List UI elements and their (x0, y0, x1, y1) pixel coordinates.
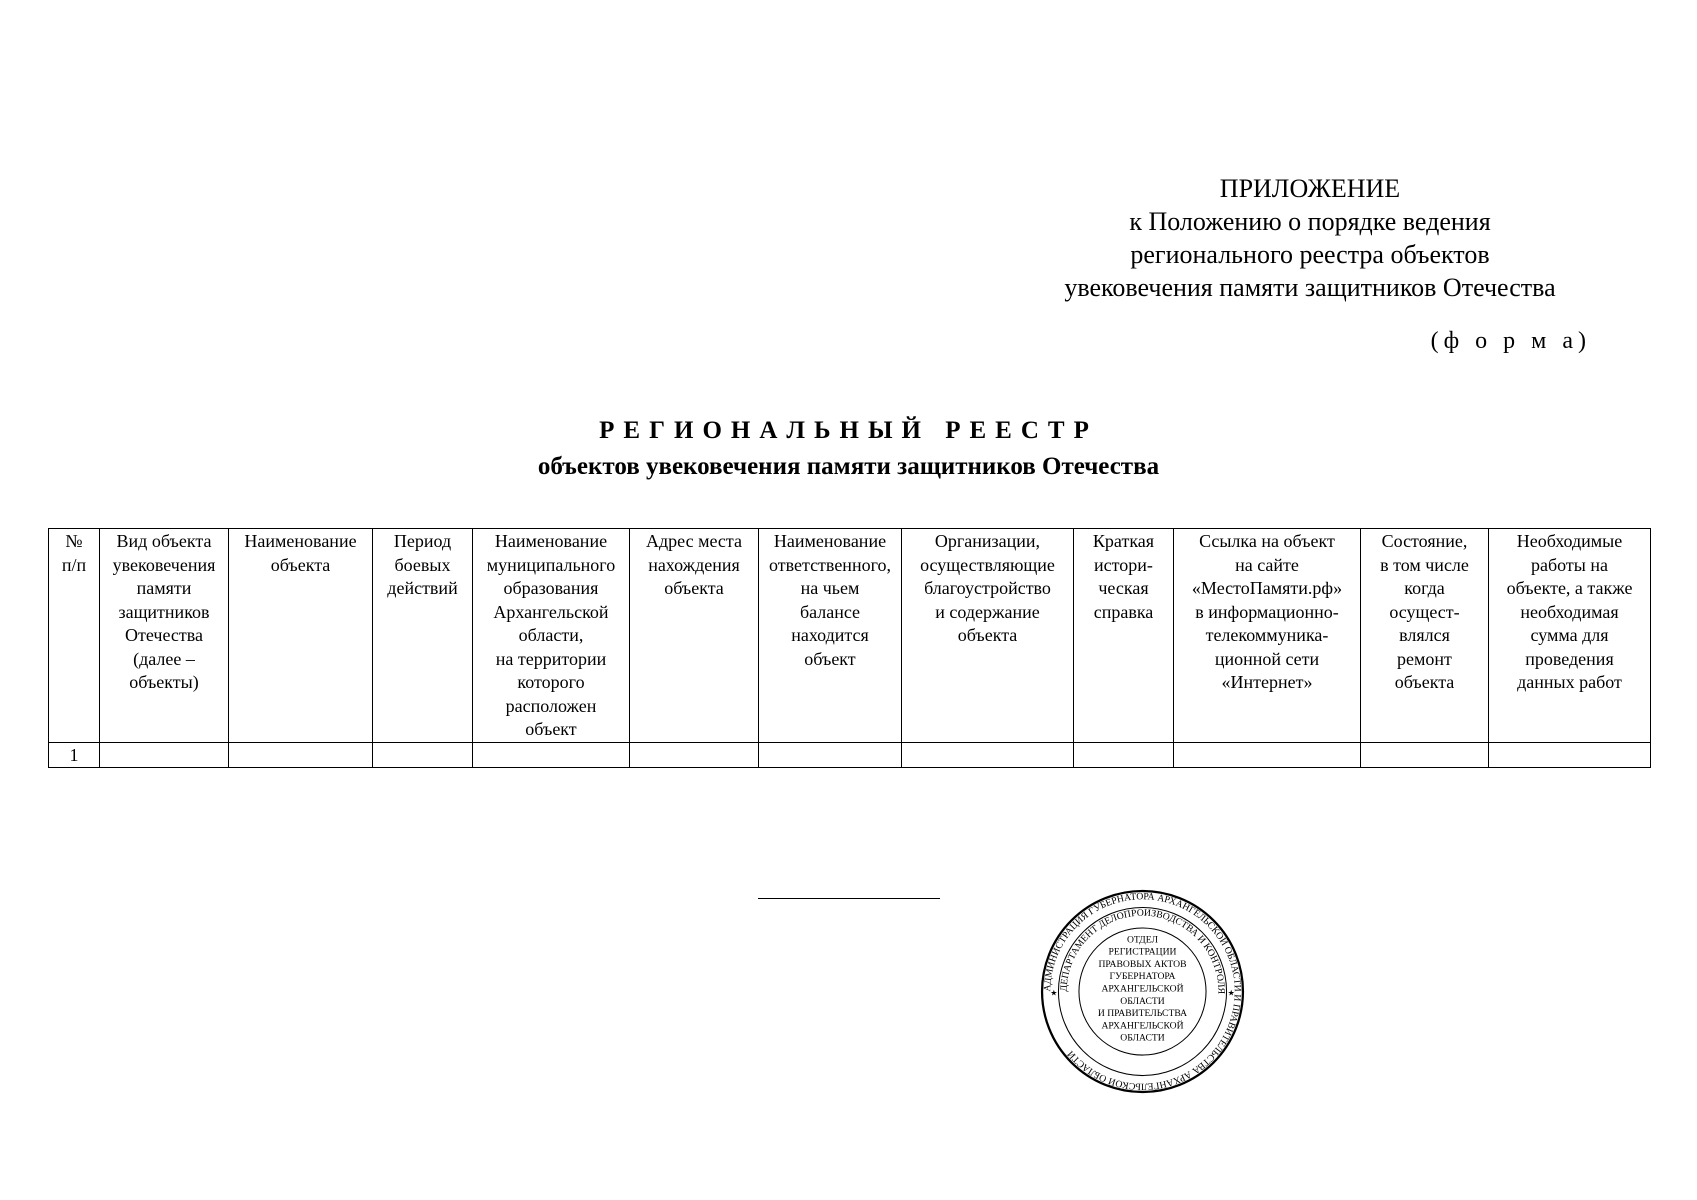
column-header-line: справка (1093, 601, 1154, 622)
column-header-line: осущест- (1389, 601, 1460, 622)
column-header-line: в том числе (1380, 554, 1469, 575)
column-header-line: защитников (118, 601, 210, 622)
stamp-center-line: РЕГИСТРАЦИИ (1108, 946, 1177, 958)
column-header (1489, 529, 1651, 743)
table-cell (902, 742, 1074, 768)
table-header-row (49, 529, 1651, 743)
column-header-line: на чьем (800, 578, 860, 598)
column-header-line: в информационно- (1195, 601, 1339, 622)
appendix-line: регионального реестра объектов (1130, 240, 1490, 269)
column-header-line: Адрес места (646, 531, 742, 551)
official-stamp (1040, 889, 1245, 1094)
table-cell (1361, 742, 1489, 768)
column-header-line: п/п (61, 554, 87, 575)
column-header-line: влялся (1399, 625, 1450, 645)
registry-table (48, 528, 1651, 768)
column-header-line: Наименование (244, 531, 357, 551)
column-header-line: Необходимые (1516, 531, 1623, 551)
column-header-line: объекта (957, 625, 1018, 645)
table-cell (373, 742, 473, 768)
column-header-line: данных работ (1517, 672, 1622, 692)
column-header-line: балансе (799, 601, 861, 622)
column-header-line: нахождения (648, 554, 740, 575)
column-header-line: «Интернет» (1221, 672, 1313, 692)
column-header-line: находится (791, 625, 869, 645)
column-header-line: муниципального (486, 554, 616, 575)
column-header-line: области, (518, 625, 584, 645)
appendix-line: к Положению о порядке ведения (1129, 207, 1491, 236)
stamp-center-line: И ПРАВИТЕЛЬСТВА (1097, 1008, 1188, 1020)
column-header-line: расположен (505, 695, 597, 716)
column-header (100, 529, 229, 743)
signature-line (758, 898, 940, 899)
column-header-line: и содержание (935, 601, 1040, 622)
column-header-line: (далее – (133, 648, 195, 669)
stamp-center-line: ОТДЕЛ (1126, 934, 1159, 946)
form-label: (ф о р м а) (1430, 328, 1591, 354)
column-header-line: осуществляющие (920, 554, 1055, 575)
column-header-line: объект (525, 719, 577, 739)
column-header-line: телекоммуника- (1205, 625, 1329, 645)
column-header (229, 529, 373, 743)
document-title: РЕГИОНАЛЬНЫЙ РЕЕСТР (599, 417, 1098, 444)
stamp-center-line: ГУБЕРНАТОРА (1109, 971, 1176, 983)
stamp-center-line: ОБЛАСТИ (1120, 995, 1165, 1007)
column-header-line: объекте, а также (1506, 578, 1633, 598)
column-header-line: образования (503, 578, 599, 598)
column-header-line: Архангельской (493, 601, 609, 622)
column-header-line: когда (1404, 578, 1445, 598)
stamp-inner-text: ДЕПАРТАМЕНТ ДЕЛОПРОИЗВОДСТВА И КОНТРОЛЯ (1058, 907, 1227, 995)
appendix-heading: ПРИЛОЖЕНИЕ (1219, 174, 1401, 203)
column-header-line: действий (387, 578, 458, 598)
column-header-line: Краткая (1092, 531, 1155, 551)
column-header-line: работы на (1531, 554, 1608, 575)
column-header-line: Наименование (494, 531, 608, 551)
stamp-star-icon: ★ (1227, 988, 1235, 998)
column-header-line: Организации, (934, 531, 1041, 551)
column-header-line: боевых (394, 554, 451, 575)
document-subtitle: объектов увековечения памяти защитников Отечества (537, 453, 1160, 480)
stamp-star-icon: ★ (1050, 988, 1058, 998)
table-cell (473, 742, 630, 768)
column-header-line: ционной сети (1214, 648, 1320, 669)
stamp-center-line: ОБЛАСТИ (1120, 1032, 1165, 1044)
column-header-line: ответственного, (768, 554, 892, 575)
column-header-line: на территории (495, 648, 607, 669)
column-header-line: объекта (270, 554, 331, 575)
stamp-center-line: АРХАНГЕЛЬСКОЙ (1101, 1020, 1184, 1032)
column-header-line: Период (393, 531, 452, 551)
column-header-line: проведения (1525, 648, 1614, 669)
column-header-line: необходимая (1520, 601, 1619, 622)
column-header (902, 529, 1074, 743)
stamp-center-text (1098, 934, 1187, 1043)
column-header-line: памяти (136, 578, 192, 598)
column-header-line: «МестоПамяти.рф» (1191, 578, 1343, 598)
stamp-outer-text: АДМИНИСТРАЦИЯ ГУБЕРНАТОРА АРХАНГЕЛЬСКОЙ ОБЛАСТИ И ПРАВИТЕЛЬСТВА АРХАНГЕЛЬСКОЙ ОБЛАСТИ (1042, 891, 1243, 1092)
table-cell (1489, 742, 1651, 768)
column-header-line: № (65, 531, 83, 551)
table-cell (1074, 742, 1174, 768)
appendix-block (1000, 172, 1620, 304)
column-header (759, 529, 902, 743)
stamp-center-line: АРХАНГЕЛЬСКОЙ (1101, 983, 1184, 995)
column-header (1361, 529, 1489, 743)
column-header-line: Вид объекта (116, 531, 212, 551)
column-header-line: которого (517, 672, 585, 692)
column-header-line: Наименование (773, 531, 887, 551)
column-header-line: Отечества (124, 625, 203, 645)
stamp-center-line: ПРАВОВЫХ АКТОВ (1098, 958, 1187, 970)
table-body (49, 742, 1651, 768)
column-header (1074, 529, 1174, 743)
column-header (473, 529, 630, 743)
column-header-line: Ссылка на объект (1199, 531, 1335, 551)
table-cell (759, 742, 902, 768)
table-cell: 1 (49, 742, 100, 768)
column-header (49, 529, 100, 743)
column-header-line: истори- (1094, 554, 1153, 575)
column-header-line: сумма для (1530, 625, 1609, 645)
column-header (1174, 529, 1361, 743)
column-header-line: объекты) (129, 672, 199, 692)
table-row (49, 742, 1651, 768)
column-header (373, 529, 473, 743)
column-header-line: объекта (1394, 672, 1455, 692)
column-header-line: ремонт (1397, 648, 1452, 669)
appendix-line: увековечения памяти защитников Отечества (1064, 273, 1556, 302)
column-header-line: на сайте (1235, 554, 1299, 575)
table-cell (100, 742, 229, 768)
column-header-line: объекта (664, 578, 724, 598)
column-header-line: объект (804, 648, 856, 669)
table-cell (630, 742, 759, 768)
column-header-line: благоустройство (924, 578, 1051, 598)
column-header-line: увековечения (112, 554, 216, 575)
table-cell (229, 742, 373, 768)
column-header-line: ческая (1098, 578, 1149, 598)
table-cell (1174, 742, 1361, 768)
column-header-line: Состояние, (1381, 531, 1468, 551)
column-header (630, 529, 759, 743)
